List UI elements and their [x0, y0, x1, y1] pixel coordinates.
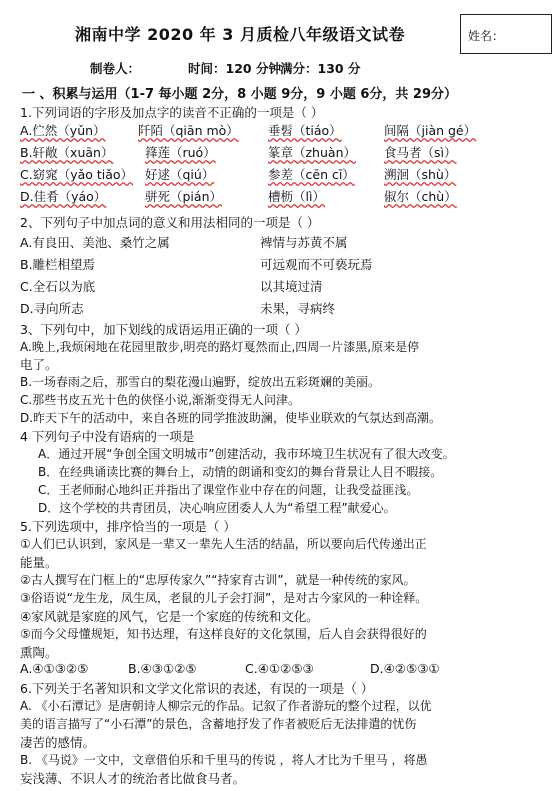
q5-choice: B.④③①②⑤ [128, 661, 197, 676]
q1-option: 骈死（pián） [145, 189, 222, 204]
q5-item: ②古人撰写在门框上的“忠厚传家久”“持家育古训”，就是一种传统的家风。 [20, 573, 416, 587]
name-box [460, 14, 552, 54]
q3-option: D.昨天下午的活动中，来自各班的同学推波助澜，使毕业联欢的气氛达到高潮。 [20, 411, 442, 425]
q1-option: 间隔（jiàn gé） [384, 123, 477, 138]
section-heading: 一 、积累与运用（1-7 每小题 2分，8 小题 9分，9 小题 6分，共 29分） [22, 87, 458, 102]
q6-option: 妄浅薄、不识人才的统治者比做食马者。 [20, 771, 246, 786]
q3-option: C.那些书皮五光十色的侠怪小说,渐渐变得无人问津。 [20, 393, 301, 407]
q2-option: 可远观而不可亵玩焉 [260, 257, 373, 272]
q2-option: A.有良田、美池、桑竹之属 [20, 235, 170, 250]
time-label: 时间：120 分钟 [188, 61, 281, 76]
q3-option: 电了。 [20, 357, 58, 372]
q2-stem: 2、下列句子中加点词的意义和用法相同的一项是（ ） [20, 215, 320, 230]
q1-option: 箨莲（ruó） [145, 145, 216, 160]
q1-option: A.伫然（yǔn） [20, 123, 106, 138]
q3-option: A.晚上,我烦闲地在花园里散步,明亮的路灯戛然而止,四周一片漆黑,原来是停 [20, 340, 420, 354]
q6-option: 凄苦的感情。 [20, 735, 96, 750]
q3-stem: 3、下列句中，加下划线的成语运用正确的一项（ ） [20, 322, 307, 337]
q1-option: 槽枥（lì） [268, 189, 325, 204]
q1-option: 溯洄（shù） [384, 167, 457, 182]
q1-option: 食马者（sì） [384, 145, 457, 160]
score-label: 满分：130 分 [280, 61, 361, 76]
q5-choice: D.④②⑤③① [370, 661, 440, 676]
q4-option: C．王老师耐心地纠正并指出了课堂作业中存在的问题，让我受益匪浅。 [38, 483, 419, 497]
q6-option: B. 《马说》一文中，文章借伯乐和千里马的传说 ，将人才比为千里马 ，将愚 [20, 753, 428, 767]
exam-title: 湘南中学 2020 年 3 月质检八年级语文试卷 [75, 25, 405, 44]
q1-option: B.轩敞（xuān） [20, 145, 114, 160]
q1-option: 好逑（qiú） [145, 167, 215, 182]
q5-choice: A.④①③②⑤ [20, 661, 89, 676]
q2-option: 以其境过清 [260, 279, 323, 294]
q4-stem: 4 下列句子中没有语病的一项是 [20, 429, 195, 444]
q6-stem: 6.下列关于名著知识和文学文化常识的表述，有误的一项是（ ） [20, 681, 374, 696]
q1-option: 篆章（zhuàn） [268, 145, 356, 160]
q2-option: 裨情与苏黄不属 [260, 235, 348, 250]
q2-option: C.全石以为底 [20, 279, 96, 294]
q5-item: ④家风就是家庭的风气，它是一个家庭的传统和文化。 [20, 609, 319, 624]
q4-option: D．这个学校的共青团员，决心响应团委人人为“希望工程”献爱心。 [38, 501, 396, 515]
q4-option: A．通过开展“争创全国文明城市”创建活动，我市环境卫生状况有了很大改变。 [38, 447, 455, 461]
q1-option: 参差（cēn cī） [268, 167, 355, 182]
q5-stem: 5.下列选项中，排序恰当的一项是（ ） [20, 519, 236, 534]
q2-option: 未果，寻病终 [260, 301, 336, 316]
q6-option: A. 《小石潭记》是唐朝诗人柳宗元的作品。记叙了作者游玩的整个过程，以优 [20, 699, 432, 713]
author-label: 制卷人： [90, 61, 141, 76]
q3-option: B.一场春雨之后，那雪白的梨花漫山遍野，绽放出五彩斑斓的美丽。 [20, 375, 381, 389]
q5-item: ⑤而今父母懂规矩，知书达理，有这样良好的文化氛围，后人自会获得很好的 [20, 627, 427, 641]
q1-option: 俶尔（chù） [384, 189, 457, 204]
q2-option: D.寻向所志 [20, 301, 84, 316]
q5-item: ①人们已认识到，家风是一辈又一辈先人生活的结晶，所以要向后代传递出正 [20, 537, 427, 551]
q5-item: 能量。 [20, 555, 58, 570]
q1-option: 垂髫（tiáo） [268, 123, 342, 138]
q1-stem: 1.下列词语的字形及加点字的读音不正确的一项是（ ） [20, 105, 324, 120]
q1-option: C.窈窕（yǎo tiǎo） [20, 167, 134, 182]
q1-option: 阡陌（qiān mò） [138, 123, 239, 138]
q2-option: B.雕栏相望焉 [20, 257, 96, 272]
q4-option: B．在经典诵读比赛的舞台上，动情的朗诵和变幻的舞台背景让人目不暇接。 [38, 465, 443, 479]
q5-choice: C.④①②⑤③ [245, 661, 314, 676]
name-label: 姓名： [468, 29, 505, 43]
q6-option: 美的语言描写了“小石潭”的景色，含蓄地抒发了作者被贬后无法排遣的忧伤 [20, 717, 417, 731]
q5-item: 熏陶。 [20, 645, 58, 660]
q5-item: ③俗语说“龙生龙，凤生凤，老鼠的儿子会打洞”，是对古今家风的一种诠释。 [20, 591, 428, 605]
q1-option: D.佳肴（yáo） [20, 189, 107, 204]
